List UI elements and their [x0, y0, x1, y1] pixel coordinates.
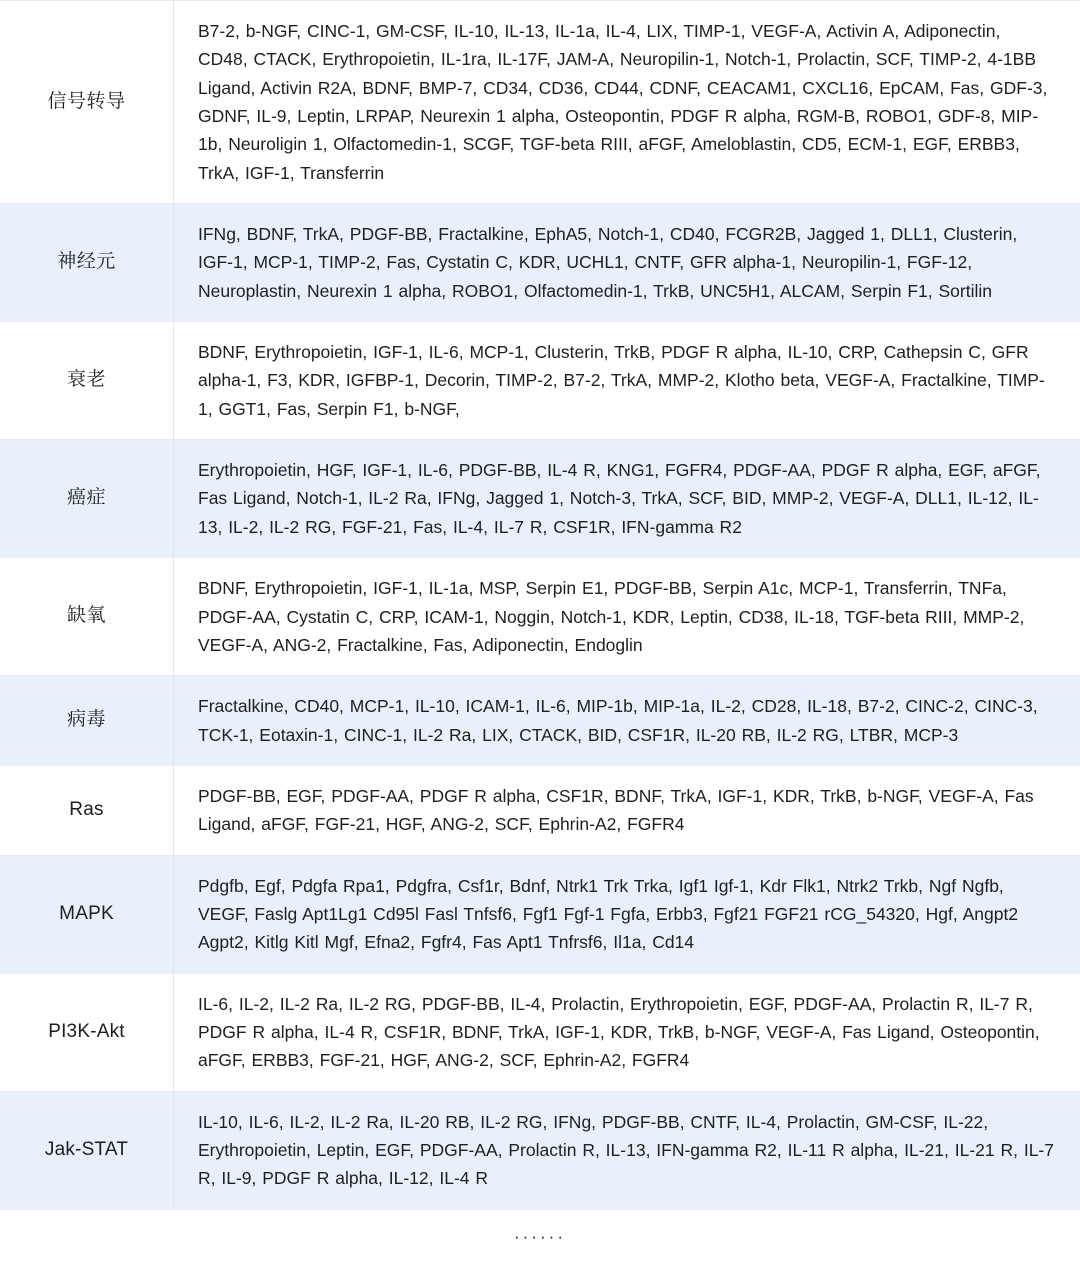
- table-row: [0, 558, 1080, 676]
- category-cell: 衰老: [0, 322, 174, 440]
- marker-list-cell: PDGF-BB, EGF, PDGF-AA, PDGF R alpha, CSF1R, BDNF, TrkA, IGF-1, KDR, TrkB, b-NGF, VEGF-A, Fas Ligand, aFGF, FGF-21, HGF, ANG-2, SCF, Ephrin-A2, FGFR4: [174, 765, 1080, 855]
- category-cell: 病毒: [0, 676, 174, 766]
- table-row: [0, 440, 1080, 558]
- category-cell: MAPK: [0, 855, 174, 973]
- marker-list-cell: BDNF, Erythropoietin, IGF-1, IL-1a, MSP, Serpin E1, PDGF-BB, Serpin A1c, MCP-1, Transferrin, TNFa, PDGF-AA, Cystatin C, CRP, ICAM-1, Noggin, Notch-1, KDR, Leptin, CD38, IL-18, TGF-beta RIII, MMP-2, VEGF-A, ANG-2, Fractalkine, Fas, Adiponectin, Endoglin: [174, 558, 1080, 676]
- table-row: [0, 973, 1080, 1091]
- category-cell: Ras: [0, 765, 174, 855]
- table-row: [0, 1091, 1080, 1209]
- category-cell: Jak-STAT: [0, 1091, 174, 1209]
- table-row: [0, 855, 1080, 973]
- ellipsis-dots: ······: [514, 1227, 566, 1247]
- category-cell: PI3K-Akt: [0, 973, 174, 1091]
- category-cell: 信号转导: [0, 1, 174, 204]
- marker-list-cell: B7-2, b-NGF, CINC-1, GM-CSF, IL-10, IL-13, IL-1a, IL-4, LIX, TIMP-1, VEGF-A, Activin A, Adiponectin, CD48, CTACK, Erythropoietin, IL-1ra, IL-17F, JAM-A, Neuropilin-1, Notch-1, Prolactin, SCF, TIMP-2, 4-1BB Ligand, Activin R2A, BDNF, BMP-7, CD34, CD36, CD44, CDNF, CEACAM1, CXCL16, EpCAM, Fas, GDF-3, GDNF, IL-9, Leptin, LRPAP, Neurexin 1 alpha, Osteopontin, PDGF R alpha, RGM-B, ROBO1, GDF-8, MIP-1b, Neuroligin 1, Olfactomedin-1, SCGF, TGF-beta RIII, aFGF, Ameloblastin, CD5, ECM-1, EGF, ERBB3, TrkA, IGF-1, Transferrin: [174, 1, 1080, 204]
- table-row: [0, 322, 1080, 440]
- table-truncation-indicator: [0, 1210, 1080, 1268]
- table-body: [0, 1, 1080, 1210]
- category-cell: 癌症: [0, 440, 174, 558]
- marker-list-cell: IL-6, IL-2, IL-2 Ra, IL-2 RG, PDGF-BB, IL-4, Prolactin, Erythropoietin, EGF, PDGF-AA, Prolactin R, IL-7 R, PDGF R alpha, IL-4 R, CSF1R, BDNF, TrkA, IGF-1, KDR, TrkB, b-NGF, VEGF-A, Fas Ligand, Osteopontin, aFGF, ERBB3, FGF-21, HGF, ANG-2, SCF, Ephrin-A2, FGFR4: [174, 973, 1080, 1091]
- table-row: [0, 765, 1080, 855]
- category-cell: 神经元: [0, 204, 174, 322]
- marker-list-cell: IL-10, IL-6, IL-2, IL-2 Ra, IL-20 RB, IL-2 RG, IFNg, PDGF-BB, CNTF, IL-4, Prolactin, GM-CSF, IL-22, Erythropoietin, Leptin, EGF, PDGF-AA, Prolactin R, IL-13, IFN-gamma R2, IL-11 R alpha, IL-21, IL-21 R, IL-7 R, IL-9, PDGF R alpha, IL-12, IL-4 R: [174, 1091, 1080, 1209]
- table-row: [0, 676, 1080, 766]
- marker-list-cell: Pdgfb, Egf, Pdgfa Rpa1, Pdgfra, Csf1r, Bdnf, Ntrk1 Trk Trka, Igf1 Igf-1, Kdr Flk1, Ntrk2 Trkb, Ngf Ngfb, VEGF, Faslg Apt1Lg1 Cd95l Fasl Tnfsf6, Fgf1 Fgf-1 Fgfa, Erbb3, Fgf21 FGF21 rCG_54320, Hgf, Angpt2 Agpt2, Kitlg Kitl Mgf, Efna2, Fgfr4, Fas Apt1 Tnfrsf6, Il1a, Cd14: [174, 855, 1080, 973]
- table-row: [0, 204, 1080, 322]
- marker-list-cell: IFNg, BDNF, TrkA, PDGF-BB, Fractalkine, EphA5, Notch-1, CD40, FCGR2B, Jagged 1, DLL1, Clusterin, IGF-1, MCP-1, TIMP-2, Fas, Cystatin C, KDR, UCHL1, CNTF, GFR alpha-1, Neuropilin-1, FGF-12, Neuroplastin, Neurexin 1 alpha, ROBO1, Olfactomedin-1, TrkB, UNC5H1, ALCAM, Serpin F1, Sortilin: [174, 204, 1080, 322]
- category-cell: 缺氧: [0, 558, 174, 676]
- table-row: [0, 1, 1080, 204]
- marker-list-cell: Erythropoietin, HGF, IGF-1, IL-6, PDGF-BB, IL-4 R, KNG1, FGFR4, PDGF-AA, PDGF R alpha, EGF, aFGF, Fas Ligand, Notch-1, IL-2 Ra, IFNg, Jagged 1, Notch-3, TrkA, SCF, BID, MMP-2, VEGF-A, DLL1, IL-12, IL-13, IL-2, IL-2 RG, FGF-21, Fas, IL-4, IL-7 R, CSF1R, IFN-gamma R2: [174, 440, 1080, 558]
- marker-list-cell: Fractalkine, CD40, MCP-1, IL-10, ICAM-1, IL-6, MIP-1b, MIP-1a, IL-2, CD28, IL-18, B7-2, CINC-2, CINC-3, TCK-1, Eotaxin-1, CINC-1, IL-2 Ra, LIX, CTACK, BID, CSF1R, IL-20 RB, IL-2 RG, LTBR, MCP-3: [174, 676, 1080, 766]
- marker-list-cell: BDNF, Erythropoietin, IGF-1, IL-6, MCP-1, Clusterin, TrkB, PDGF R alpha, IL-10, CRP, Cathepsin C, GFR alpha-1, F3, KDR, IGFBP-1, Decorin, TIMP-2, B7-2, TrkA, MMP-2, Klotho beta, VEGF-A, Fractalkine, TIMP-1, GGT1, Fas, Serpin F1, b-NGF,: [174, 322, 1080, 440]
